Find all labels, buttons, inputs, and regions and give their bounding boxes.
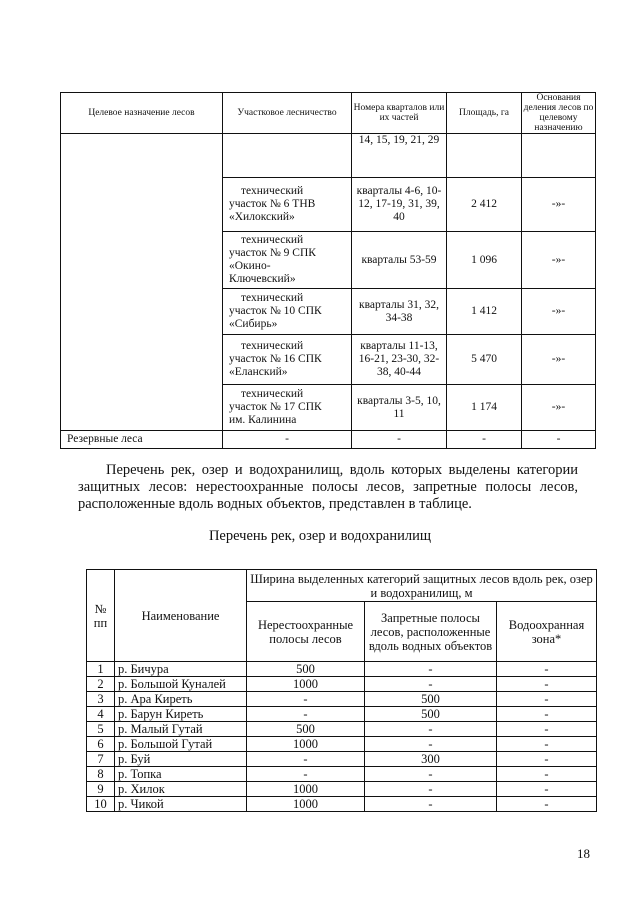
header-forbidden: Запретные полосы лесов, расположенные вдоль водных объектов	[365, 602, 497, 662]
river-name-cell: р. Большой Куналей	[115, 677, 247, 692]
header-section: Участковое лесничество	[223, 93, 352, 134]
reserve-section: -	[223, 431, 352, 449]
row-number-cell: 4	[87, 707, 115, 722]
river-name-cell: р. Бичура	[115, 662, 247, 677]
header-name: Наименование	[115, 570, 247, 662]
river-name-cell: р. Чикой	[115, 797, 247, 812]
forbidden-cell: -	[365, 767, 497, 782]
spawning-cell: 500	[247, 722, 365, 737]
quarters-cell: кварталы 53-59	[352, 232, 447, 289]
section-cell	[223, 289, 352, 335]
table-row	[87, 662, 597, 677]
spawning-cell: -	[247, 707, 365, 722]
forbidden-cell: -	[365, 722, 497, 737]
river-name-cell: р. Топка	[115, 767, 247, 782]
body-paragraph	[78, 462, 578, 513]
forbidden-cell: -	[365, 662, 497, 677]
row-number-cell: 6	[87, 737, 115, 752]
spawning-cell: 1000	[247, 782, 365, 797]
table-caption: Перечень рек, озер и водохранилищ	[208, 528, 432, 544]
area-cell: 5 470	[447, 335, 522, 385]
river-name-cell: р. Малый Гутай	[115, 722, 247, 737]
basis-cell: -»-	[522, 385, 596, 431]
reserve-area: -	[447, 431, 522, 449]
table-row	[87, 752, 597, 767]
quarters-cell: кварталы 3-5, 10, 11	[352, 385, 447, 431]
basis-cell	[522, 134, 596, 178]
table-header-row	[61, 93, 596, 134]
forbidden-cell: 500	[365, 692, 497, 707]
river-name-cell: р. Буй	[115, 752, 247, 767]
row-number-cell: 8	[87, 767, 115, 782]
table-row	[87, 737, 597, 752]
header-purpose: Целевое назначение лесов	[61, 93, 223, 134]
section-line: «Сибирь»	[229, 318, 278, 330]
forbidden-cell: 300	[365, 752, 497, 767]
basis-cell: -»-	[522, 232, 596, 289]
table-row	[87, 797, 597, 812]
river-name-cell: р. Барун Киреть	[115, 707, 247, 722]
section-line: «Окино-	[229, 260, 271, 272]
section-line: участок № 9 СПК	[229, 247, 316, 259]
spawning-cell: 1000	[247, 677, 365, 692]
water-zone-cell: -	[497, 707, 597, 722]
spawning-cell: -	[247, 752, 365, 767]
header-num: № пп	[87, 570, 115, 662]
quarters-cell: 14, 15, 19, 21, 29	[352, 134, 447, 178]
water-zone-cell: -	[497, 677, 597, 692]
table-row	[87, 767, 597, 782]
area-cell: 1 174	[447, 385, 522, 431]
row-number-cell: 10	[87, 797, 115, 812]
page-number: 18	[577, 846, 590, 861]
river-name-cell: р. Большой Гутай	[115, 737, 247, 752]
water-zone-cell: -	[497, 752, 597, 767]
header-quarters: Номера кварталов или их частей	[352, 93, 447, 134]
section-line: «Еланский»	[229, 366, 288, 378]
section-line: Ключевский»	[229, 273, 296, 285]
forbidden-cell: -	[365, 677, 497, 692]
area-cell: 2 412	[447, 178, 522, 232]
forbidden-cell: 500	[365, 707, 497, 722]
water-zone-cell: -	[497, 797, 597, 812]
reserve-basis: -	[522, 431, 596, 449]
water-zone-cell: -	[497, 722, 597, 737]
section-line: участок № 16 СПК	[229, 353, 322, 365]
header-width-group: Ширина выделенных категорий защитных лесов вдоль рек, озер и водохранилищ, м	[247, 570, 597, 602]
basis-cell: -»-	[522, 335, 596, 385]
section-line: «Хилокский»	[229, 211, 295, 223]
reserve-row	[61, 431, 596, 449]
water-zone-cell: -	[497, 692, 597, 707]
quarters-cell: кварталы 31, 32, 34-38	[352, 289, 447, 335]
table-row	[87, 677, 597, 692]
header-spawning: Нерестоохранные полосы лесов	[247, 602, 365, 662]
section-cell	[223, 335, 352, 385]
section-line: технический	[241, 185, 304, 197]
row-number-cell: 7	[87, 752, 115, 767]
reserve-quarters: -	[352, 431, 447, 449]
river-name-cell: р. Хилок	[115, 782, 247, 797]
table-row	[87, 722, 597, 737]
rivers-header-row	[87, 570, 597, 602]
basis-cell: -»-	[522, 289, 596, 335]
spawning-cell: 1000	[247, 797, 365, 812]
row-number-cell: 2	[87, 677, 115, 692]
section-line: технический	[241, 340, 304, 352]
area-cell: 1 096	[447, 232, 522, 289]
water-zone-cell: -	[497, 767, 597, 782]
table-row	[87, 707, 597, 722]
purpose-cell	[61, 134, 223, 431]
spawning-cell: -	[247, 692, 365, 707]
section-cell	[223, 385, 352, 431]
spawning-cell: -	[247, 767, 365, 782]
table-row	[61, 134, 596, 178]
section-line: технический	[241, 292, 304, 304]
row-number-cell: 1	[87, 662, 115, 677]
spawning-cell: 1000	[247, 737, 365, 752]
area-cell	[447, 134, 522, 178]
water-zone-cell: -	[497, 662, 597, 677]
quarters-cell: кварталы 4-6, 10-12, 17-19, 31, 39, 40	[352, 178, 447, 232]
section-line: им. Калинина	[229, 414, 297, 426]
forbidden-cell: -	[365, 737, 497, 752]
paragraph-text: Перечень рек, озер и водохранилищ, вдоль которых выделены категории защитных лесов: нерестоохранные полосы лесов, запретные полосы лесов, расположенные вдоль водных объектов, представлен в таблице.	[78, 462, 578, 512]
section-line: технический	[241, 388, 304, 400]
header-area: Площадь, га	[447, 93, 522, 134]
water-zone-cell: -	[497, 737, 597, 752]
section-cell	[223, 232, 352, 289]
section-line: участок № 10 СПК	[229, 305, 322, 317]
table-row	[87, 692, 597, 707]
header-water-zone: Водоохранная зона*	[497, 602, 597, 662]
row-number-cell: 5	[87, 722, 115, 737]
spawning-cell: 500	[247, 662, 365, 677]
area-cell: 1 412	[447, 289, 522, 335]
header-basis: Основания деления лесов по целевому назначению	[522, 93, 596, 134]
section-cell	[223, 134, 352, 178]
reserve-purpose: Резервные леса	[61, 431, 223, 449]
row-number-cell: 3	[87, 692, 115, 707]
quarters-cell: кварталы 11-13, 16-21, 23-30, 32-38, 40-44	[352, 335, 447, 385]
forbidden-cell: -	[365, 782, 497, 797]
forest-purpose-table	[60, 92, 596, 449]
table-row	[87, 782, 597, 797]
row-number-cell: 9	[87, 782, 115, 797]
section-line: участок № 6 ТНВ	[229, 198, 316, 210]
basis-cell: -»-	[522, 178, 596, 232]
section-line: участок № 17 СПК	[229, 401, 322, 413]
section-line: технический	[241, 234, 304, 246]
rivers-table	[86, 569, 597, 812]
section-cell	[223, 178, 352, 232]
forbidden-cell: -	[365, 797, 497, 812]
river-name-cell: р. Ара Киреть	[115, 692, 247, 707]
water-zone-cell: -	[497, 782, 597, 797]
